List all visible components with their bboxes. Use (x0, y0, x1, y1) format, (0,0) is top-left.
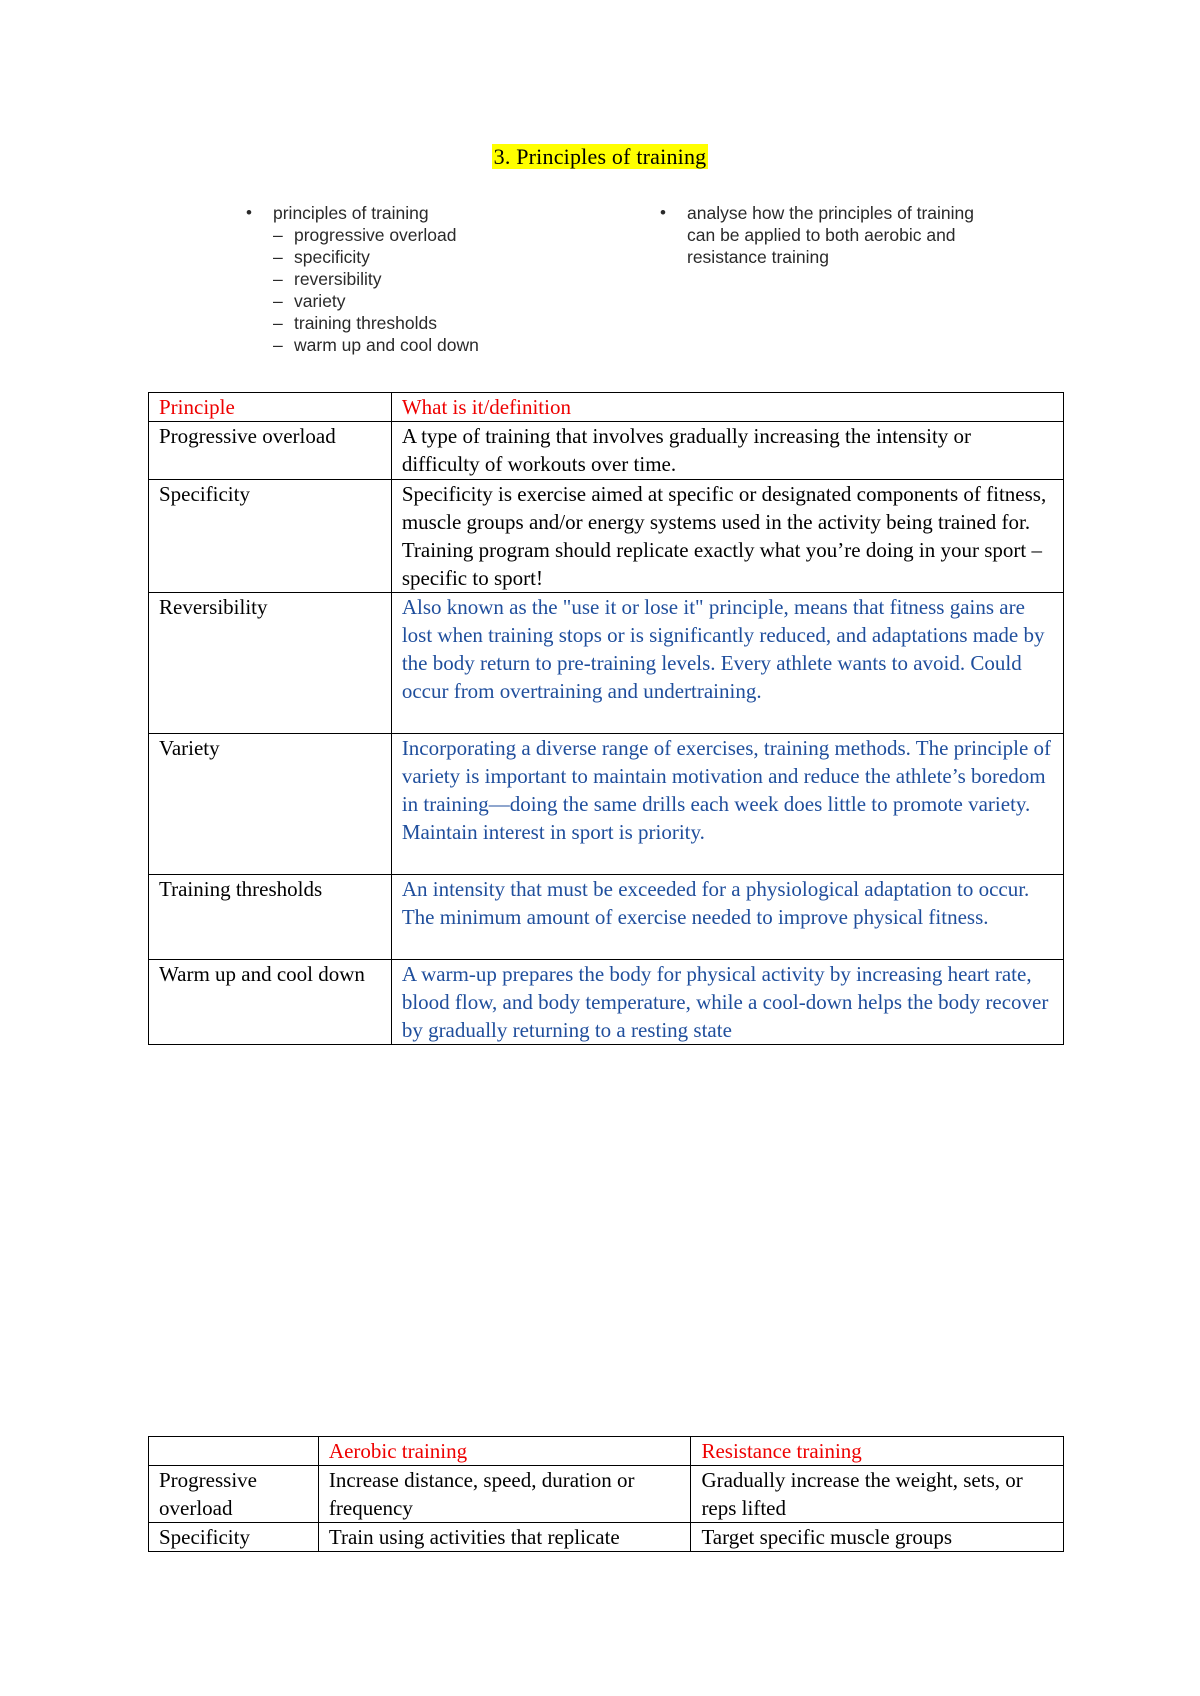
syllabus-right-heading: • analyse how the principles of training (660, 203, 974, 223)
principle-cell: Progressive overload (149, 422, 392, 480)
resistance-cell: Target specific muscle groups (691, 1523, 1064, 1552)
syllabus-subitem: – reversibility (273, 269, 382, 289)
table-row (149, 875, 1064, 960)
page-title: 3. Principles of training (493, 144, 707, 169)
principle-cell: Variety (149, 734, 392, 875)
table-row (149, 960, 1064, 1045)
table-row (149, 422, 1064, 480)
syllabus-subitem: – specificity (273, 247, 370, 267)
definition-cell: Also known as the "use it or lose it" principle, means that fitness gains are lost when training stops or is significantly reduced, and adaptations made by the body return to pre-training levels. Every athlete wants to avoid. Could occur from overtraining and undertraining. (391, 593, 1063, 734)
syllabus-subitem: – variety (273, 291, 346, 311)
resistance-cell: Gradually increase the weight, sets, or reps lifted (691, 1466, 1064, 1523)
definition-cell: A warm-up prepares the body for physical activity by increasing heart rate, blood flow, and body temperature, while a cool-down helps the body recover by gradually returning to a resting state (391, 960, 1063, 1045)
definition-cell: An intensity that must be exceeded for a physiological adaptation to occur. The minimum amount of exercise needed to improve physical fitness. (391, 875, 1063, 960)
table-row (149, 480, 1064, 593)
principle-cell: Warm up and cool down (149, 960, 392, 1045)
aerobic-cell: Train using activities that replicate (318, 1523, 691, 1552)
header-definition: What is it/definition (391, 393, 1063, 422)
syllabus-right-line: resistance training (687, 247, 830, 267)
syllabus-right-line: can be applied to both aerobic and (687, 225, 956, 245)
title-wrap (0, 144, 1200, 170)
syllabus-left (246, 202, 646, 356)
definition-cell: Incorporating a diverse range of exercises, training methods. The principle of variety is important to maintain motivation and reduce the athlete’s boredom in training—doing the same drills each week does little to promote variety. Maintain interest in sport is priority. (391, 734, 1063, 875)
table-row (149, 1466, 1064, 1523)
syllabus-subitem: – training thresholds (273, 313, 437, 333)
header-resistance: Resistance training (691, 1437, 1064, 1466)
syllabus-subitem: – warm up and cool down (273, 335, 479, 355)
principle-cell: Specificity (149, 1523, 319, 1552)
principle-cell: Training thresholds (149, 875, 392, 960)
table-header-row (149, 1437, 1064, 1466)
syllabus-right (660, 202, 1020, 268)
header-principle: Principle (149, 393, 392, 422)
header-aerobic: Aerobic training (318, 1437, 691, 1466)
principle-cell: Specificity (149, 480, 392, 593)
bullet-icon: • (246, 203, 252, 222)
header-empty (149, 1437, 319, 1466)
principle-cell: Reversibility (149, 593, 392, 734)
table-row (149, 593, 1064, 734)
principles-table (148, 392, 1064, 1045)
table-row (149, 734, 1064, 875)
aerobic-cell: Increase distance, speed, duration or frequency (318, 1466, 691, 1523)
syllabus-subitem: – progressive overload (273, 225, 457, 245)
table-header-row (149, 393, 1064, 422)
table-row (149, 1523, 1064, 1552)
definition-cell: A type of training that involves gradually increasing the intensity or difficulty of workouts over time. (391, 422, 1063, 480)
application-table (148, 1436, 1064, 1552)
bullet-icon: • (660, 203, 666, 222)
syllabus-left-heading: • principles of training (246, 203, 429, 223)
principle-cell: Progressive overload (149, 1466, 319, 1523)
definition-cell: Specificity is exercise aimed at specific or designated components of fitness, muscle groups and/or energy systems used in the activity being trained for. Training program should replicate exactly what you’re doing in your sport – specific to sport! (391, 480, 1063, 593)
